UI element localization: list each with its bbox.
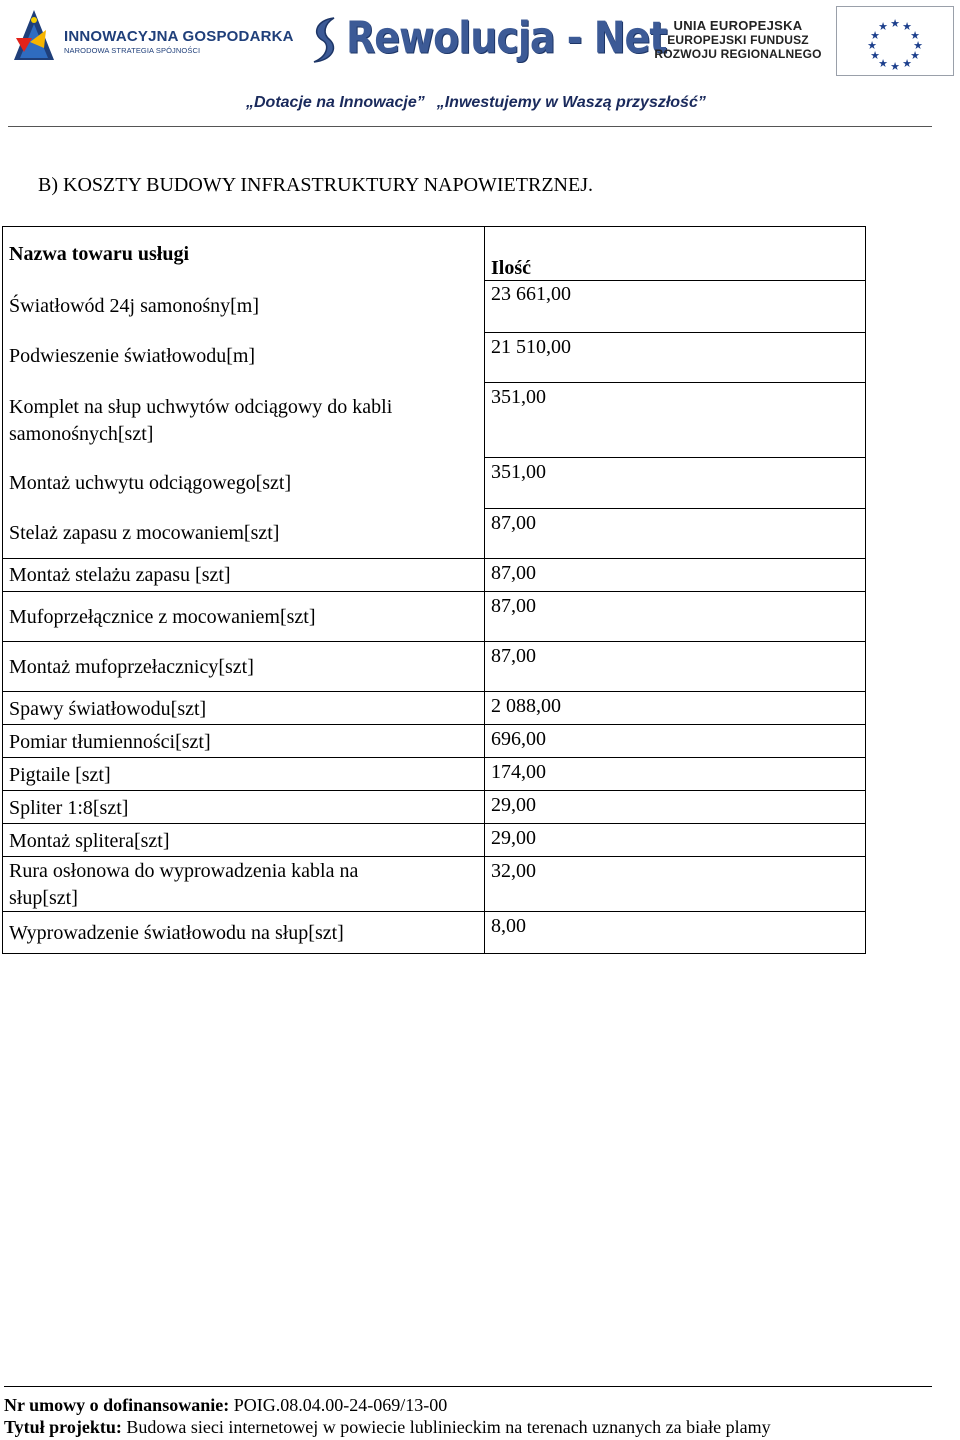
slogan-inwestujemy: „Inwestujemy w Waszą przyszłość” (436, 94, 706, 111)
svg-text:★: ★ (878, 20, 888, 33)
row-qty: 351,00 (491, 461, 546, 483)
row-name: Podwieszenie światłowodu[m] (9, 345, 256, 367)
svg-text:★: ★ (890, 60, 900, 73)
table-rule (2, 856, 866, 857)
table-rule (484, 457, 866, 458)
row-qty: 29,00 (491, 794, 536, 816)
table-border-top (2, 226, 866, 227)
row-qty: 21 510,00 (491, 336, 571, 358)
table-border-middle (484, 226, 485, 953)
svg-text:★: ★ (913, 39, 923, 52)
table-rule (2, 911, 866, 912)
row-name: Montaż uchwytu odciągowego[szt] (9, 472, 292, 494)
row-qty: 23 661,00 (491, 283, 571, 305)
slogan-dotacje: „Dotacje na Innowacje” (246, 94, 425, 111)
table-rule (2, 724, 866, 725)
table-border-left (2, 226, 3, 953)
table-rule (2, 757, 866, 758)
row-name-continued: samonośnych[szt] (9, 423, 154, 445)
table-rule (484, 382, 866, 383)
row-qty: 174,00 (491, 761, 546, 783)
row-name: Stelaż zapasu z mocowaniem[szt] (9, 522, 280, 544)
eu-line-3: ROZWOJU REGIONALNEGO (654, 47, 822, 61)
row-name: Spliter 1:8[szt] (9, 797, 129, 819)
logo-subtitle: NARODOWA STRATEGIA SPÓJNOŚCI (64, 46, 201, 55)
eu-line-1: UNIA EUROPEJSKA (673, 18, 803, 33)
footer-contract (4, 1395, 447, 1416)
row-name-continued: słup[szt] (9, 887, 78, 909)
row-qty: 32,00 (491, 860, 536, 882)
rewolucja-net-wordmark: Rewolucja - Net (346, 12, 667, 63)
svg-text:★: ★ (870, 49, 880, 62)
project-title: Budowa sieci internetowej w powiecie lublinieckim na terenach uznanych za białe plamy (126, 1417, 771, 1437)
footer-divider (4, 1386, 932, 1387)
table-rule (2, 790, 866, 791)
row-qty: 87,00 (491, 562, 536, 584)
row-name: Montaż splitera[szt] (9, 830, 170, 852)
row-name: Rura osłonowa do wyprowadzenia kabla na (9, 860, 359, 882)
contract-number: POIG.08.04.00-24-069/13-00 (233, 1395, 448, 1415)
table-border-bottom (2, 953, 866, 954)
svg-text:★: ★ (870, 29, 880, 42)
row-qty: 87,00 (491, 645, 536, 667)
table-rule (484, 332, 866, 333)
row-name: Montaż mufoprzełacznicy[szt] (9, 656, 254, 678)
footer-project (4, 1417, 771, 1438)
project-label: Tytuł projektu: (4, 1417, 122, 1437)
row-qty: 8,00 (491, 915, 526, 937)
table-rule (2, 823, 866, 824)
row-qty: 2 088,00 (491, 695, 561, 717)
row-name: Wyprowadzenie światłowodu na słup[szt] (9, 922, 344, 944)
column-header-qty: Ilość (491, 257, 531, 279)
table-rule (2, 641, 866, 642)
svg-text:★: ★ (867, 39, 877, 52)
table-rule (484, 508, 866, 509)
row-name: Pomiar tłumienności[szt] (9, 731, 211, 753)
row-name: Montaż stelażu zapasu [szt] (9, 564, 231, 586)
svg-text:★: ★ (910, 49, 920, 62)
row-qty: 87,00 (491, 512, 536, 534)
logo-title: INNOWACYJNA GOSPODARKA (64, 28, 294, 45)
table-rule (2, 591, 866, 592)
svg-text:★: ★ (902, 57, 912, 70)
svg-text:★: ★ (902, 20, 912, 33)
row-name: Komplet na słup uchwytów odciągowy do kabli (9, 396, 393, 418)
column-header-name: Nazwa towaru usługi (9, 243, 190, 265)
table-border-right (865, 226, 866, 953)
contract-label: Nr umowy o dofinansowanie: (4, 1395, 230, 1415)
svg-text:★: ★ (910, 29, 920, 42)
svg-text:★: ★ (878, 57, 888, 70)
table-rule (2, 558, 866, 559)
row-qty: 696,00 (491, 728, 546, 750)
row-name: Mufoprzełącznice z mocowaniem[szt] (9, 606, 316, 628)
row-name: Pigtaile [szt] (9, 764, 111, 786)
svg-text:★: ★ (890, 17, 900, 30)
row-name: Spawy światłowodu[szt] (9, 698, 207, 720)
table-rule (2, 691, 866, 692)
row-name: Światłowód 24j samonośny[m] (9, 295, 259, 317)
eu-line-2: EUROPEJSKI FUNDUSZ (667, 33, 809, 47)
section-title: B) KOSZTY BUDOWY INFRASTRUKTURY NAPOWIETRZNEJ. (38, 174, 593, 196)
row-qty: 29,00 (491, 827, 536, 849)
row-qty: 87,00 (491, 595, 536, 617)
row-qty: 351,00 (491, 386, 546, 408)
